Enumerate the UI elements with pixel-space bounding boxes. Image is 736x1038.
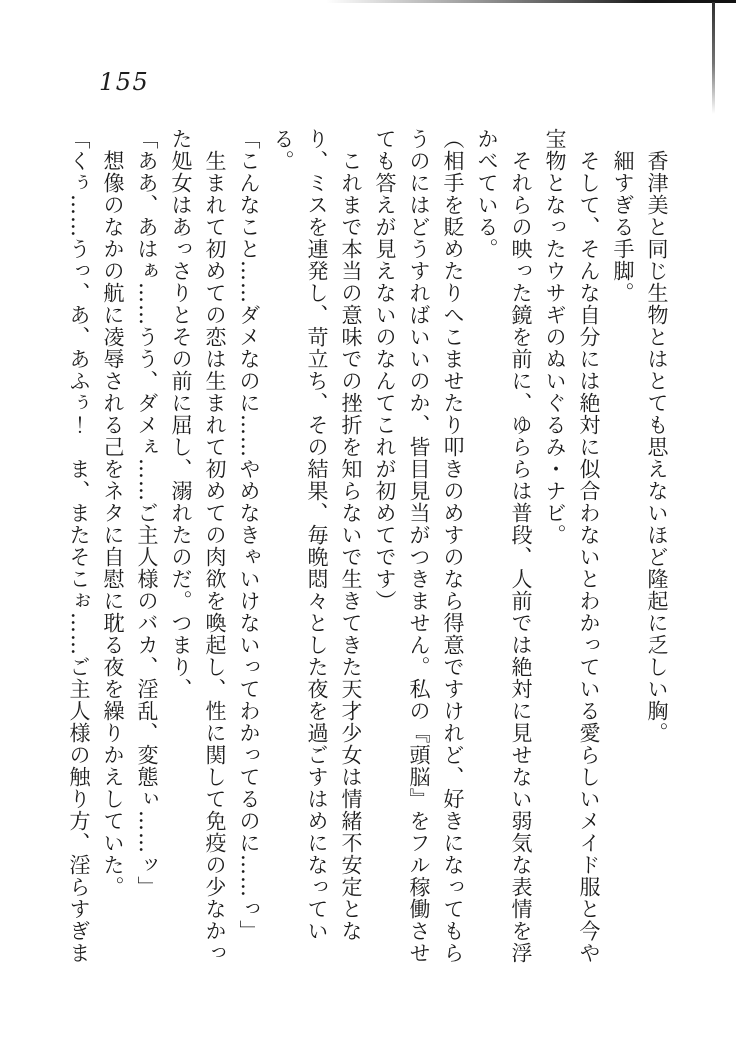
paragraph: 「こんなこと……ダメなのに……やめなきゃいけないってわかってるのに……っ」 xyxy=(237,128,261,942)
paragraph: 細すぎる手脚。 xyxy=(611,150,635,304)
scan-edge-top-line xyxy=(326,0,736,3)
paragraph: 想像のなかの航に凌辱される己をネタに自慰に耽る夜を繰りかえしていた。 xyxy=(101,150,125,898)
paragraph: そして、そんな自分には絶対に似合わないとわかっている愛らしいメイド服と今や宝物となったウサギのぬいぐるみ・ナビ。 xyxy=(543,128,601,964)
paragraph: それらの映った鏡を前に、ゆららは普段、人前では絶対に見せない弱気な表情を浮かべている。 xyxy=(475,128,533,964)
paragraph: 「くぅ……うっ、あ、あふぅ！ ま、またそこぉ……ご主人様の触り方、淫らすぎま xyxy=(67,128,91,964)
scan-edge-right-line xyxy=(712,2,715,114)
paragraph: 香津美と同じ生物とはとても思えないほど隆起に乏しい胸。 xyxy=(645,150,669,744)
paragraph: 生まれて初めての恋は生まれて初めての肉欲を喚起し、性に関して免疫の少なかった処女はあっさりとその前に屈し、溺れたのだ。つまり、 xyxy=(169,128,227,964)
paragraph: （相手を貶めたりへこませたり叩きのめすのなら得意ですけれど、好きになってもらうのにはどうすればいいのか、皆目見当がつきません。私の『頭脳』をフル稼働させても答えが見えないのなんてこれが初めてです） xyxy=(373,128,465,964)
paragraph: これまで本当の意味での挫折を知らないで生きてきた天才少女は情緒不安定となり、ミスを連発し、苛立ち、その結果、毎晩悶々とした夜を過ごすはめになっている。 xyxy=(271,128,363,942)
text-body xyxy=(67,128,674,968)
page-number: 155 xyxy=(99,68,150,96)
paragraph: 「ああ、あはぁ……うう、ダメぇ……ご主人様のバカ、淫乱、変態ぃ……ッ」 xyxy=(135,128,159,898)
